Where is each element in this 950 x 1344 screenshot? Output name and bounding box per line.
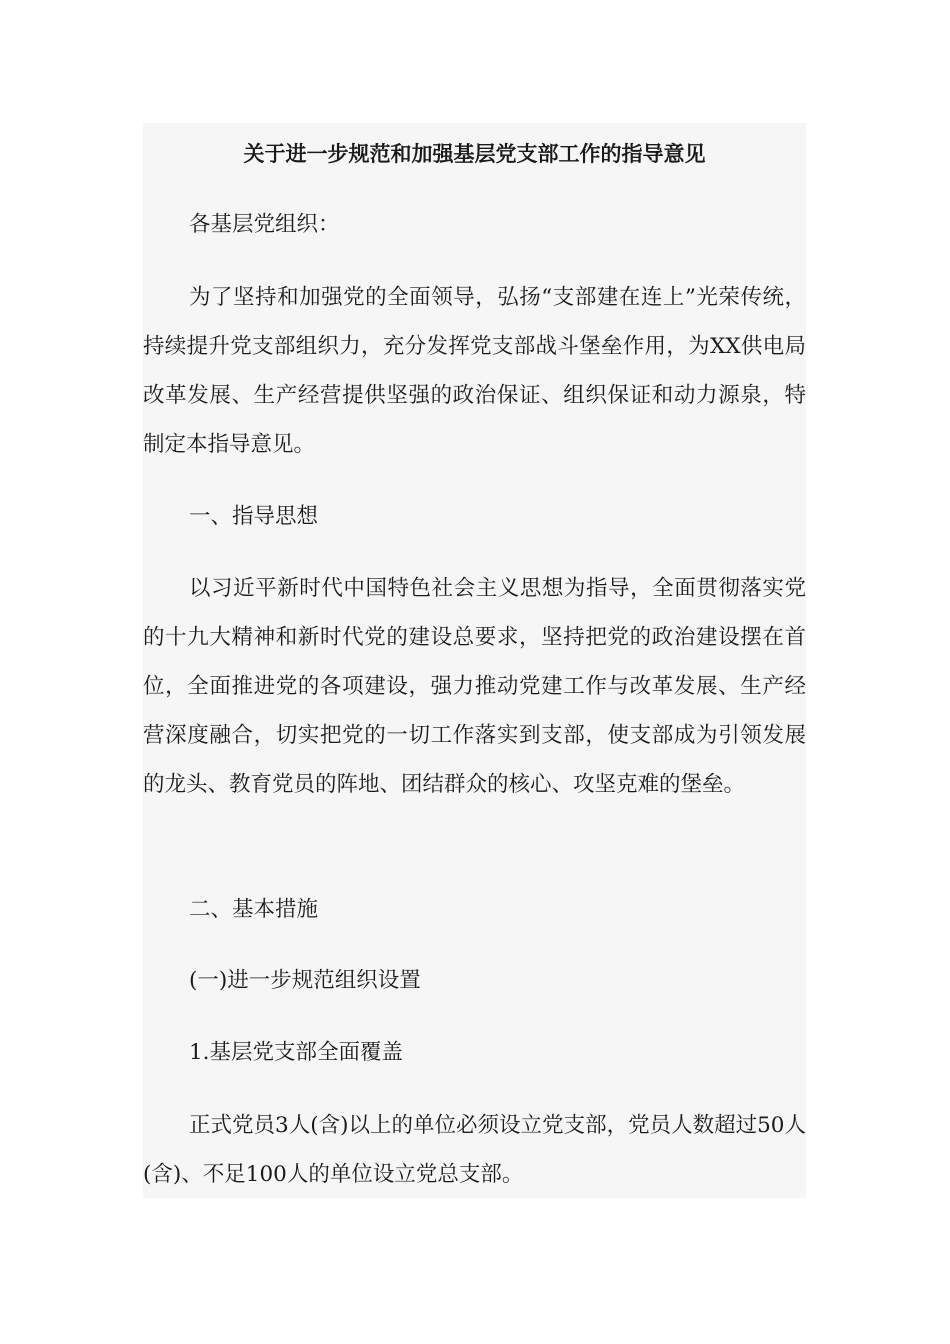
document-page — [143, 123, 806, 1198]
document-title: 关于进一步规范和加强基层党支部工作的指导意见 — [243, 141, 706, 166]
salutation: 各基层党组织： — [189, 212, 340, 237]
intro-paragraph: 为了坚持和加强党的全面领导，弘扬“支部建在连上”光荣传统，持续提升党支部组织力，充分发挥党支部战斗堡垒作用，为XX供电局改革发展、生产经营提供坚强的政治保证、组织保证和动力源泉，特制定本指导意见。 — [143, 285, 806, 457]
branch-coverage-paragraph: 正式党员3人(含)以上的单位必须设立党支部，党员人数超过50人(含)、不足100人的单位设立党总支部。 — [143, 1113, 806, 1187]
section-heading-guiding-ideology: 一、指导思想 — [189, 504, 319, 529]
item-heading-branch-coverage: 1.基层党支部全面覆盖 — [189, 1040, 404, 1065]
guiding-ideology-paragraph: 以习近平新时代中国特色社会主义思想为指导，全面贯彻落实党的十九大精神和新时代党的建设总要求，坚持把党的政治建设摆在首位，全面推进党的各项建设，强力推动党建工作与改革发展、生产经营深度融合，切实把党的一切工作落实到支部，使支部成为引领发展的龙头、教育党员的阵地、团结群众的核心、攻坚克难的堡垒。 — [143, 576, 806, 797]
section-heading-basic-measures: 二、基本措施 — [189, 897, 319, 922]
subsection-heading-organization: (一)进一步规范组织设置 — [189, 968, 421, 993]
